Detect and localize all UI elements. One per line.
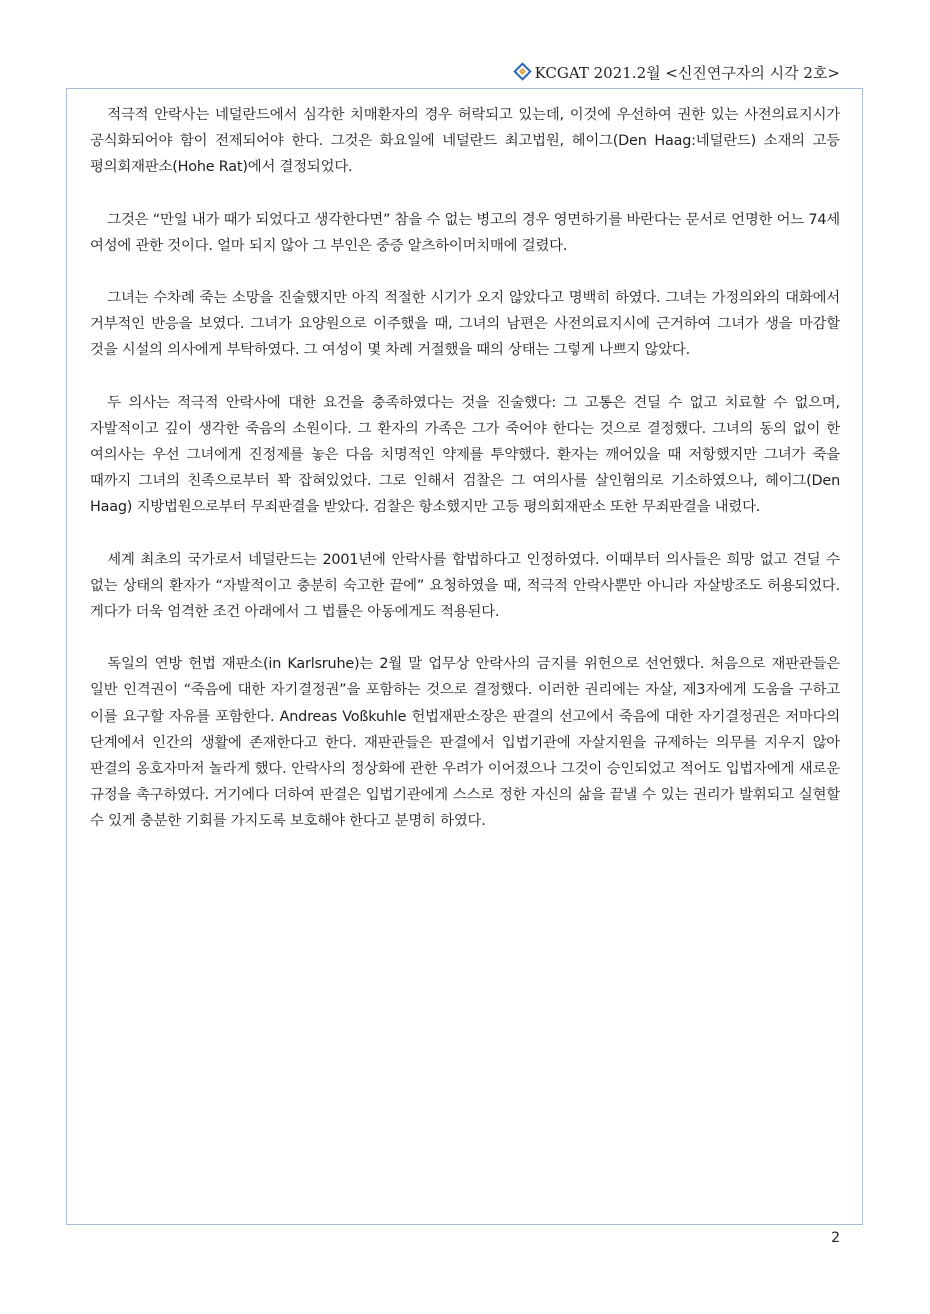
paragraph-5: 세계 최초의 국가로서 네덜란드는 2001년에 안락사를 합법하다고 인정하였다. 이때부터 의사들은 희망 없고 견딜 수 없는 상태의 환자가 “자발적이고 충분히 숙고한 끝에” 요청하였을 때, 적극적 안락사뿐만 아니라 자살방조도 허용되었다. 게다가 더욱 엄격한 조건 아래에서 그 법률은 아동에게도 적용된다. — [90, 551, 840, 621]
paragraph-6: 독일의 연방 헌법 재판소(in Karlsruhe)는 2월 말 업무상 안락사의 금지를 위헌으로 선언했다. 처음으로 재판관들은 일반 인격권이 “죽음에 대한 자기결정권”을 포함하는 것으로 결정했다. 이러한 권리에는 자살, 제3자에게 도움을 구하고 이를 요구할 자유를 포함한다. Andreas Voßkuhle 헌법재판소장은 판결의 선고에서 죽음에 대한 자기결정권은 저마다의 단계에서 인간의 생활에 존재한다고 한다. 재판관들은 판결에서 입법기관에 자살지원을 규제하는 의무를 지우지 않아 판결의 옹호자마저 놀라게 했다. 안락사의 정상화에 관한 우려가 이어졌으나 그것이 승인되었고 적어도 입법자에게 새로운 규정을 촉구하였다. 거기에다 더하여 판결은 입법기관에게 스스로 정한 자신의 삶을 끝낼 수 있는 권리가 발휘되고 실현할 수 있게 충분한 기회를 가지도록 보호해야 한다고 분명히 하였다. — [90, 656, 840, 830]
paragraph-1: 적극적 안락사는 네덜란드에서 심각한 치매환자의 경우 허락되고 있는데, 이것에 우선하여 권한 있는 사전의료지시가 공식화되어야 함이 전제되어야 한다. 그것은 화요일에 네덜란드 최고법원, 헤이그(Den Haag:네덜란드) 소재의 고등 평의회재판소(Hohe Rat)에서 결정되었다. — [90, 107, 840, 176]
header-text: KCGAT 2021.2월 <신진연구자의 시각 2호> — [534, 64, 840, 82]
page-number: 2 — [831, 1230, 840, 1246]
article-body — [90, 102, 840, 861]
page-header — [516, 62, 840, 83]
diamond-icon — [513, 62, 531, 80]
paragraph-3: 그녀는 수차례 죽는 소망을 진술했지만 아직 적절한 시기가 오지 않았다고 명백히 하였다. 그녀는 가정의와의 대화에서 거부적인 반응을 보였다. 그녀가 요양원으로 이주했을 때, 그녀의 남편은 사전의료지시에 근거하여 그녀가 생을 마감할 것을 시설의 의사에게 부탁하였다. 그 여성이 몇 차례 거절했을 때의 상태는 그렇게 나쁘지 않았다. — [90, 290, 840, 359]
paragraph-4: 두 의사는 적극적 안락사에 대한 요건을 충족하였다는 것을 진술했다: 그 고통은 견딜 수 없고 치료할 수 없으며, 자발적이고 깊이 생각한 죽음의 소원이다. 그 환자의 가족은 그가 죽어야 한다는 것으로 결정했다. 그녀의 동의 없이 한 여의사는 우선 그녀에게 진정제를 놓은 다음 치명적인 약제를 투약했다. 환자는 깨어있을 때 저항했지만 그녀가 죽을 때까지 그녀의 친족으로부터 꽉 잡혀있었다. 그로 인해서 검찰은 그 여의사를 살인혐의로 기소하였으나, 헤이그(Den Haag) 지방법원으로부터 무죄판결을 받았다. 검찰은 항소했지만 고등 평의회재판소 또한 무죄판결을 내렸다. — [90, 394, 840, 516]
paragraph-2: 그것은 “만일 내가 때가 되었다고 생각한다면” 참을 수 없는 병고의 경우 영면하기를 바란다는 문서로 언명한 어느 74세 여성에 관한 것이다. 얼마 되지 않아 그 부인은 중증 알츠하이머치매에 걸렸다. — [90, 211, 840, 254]
